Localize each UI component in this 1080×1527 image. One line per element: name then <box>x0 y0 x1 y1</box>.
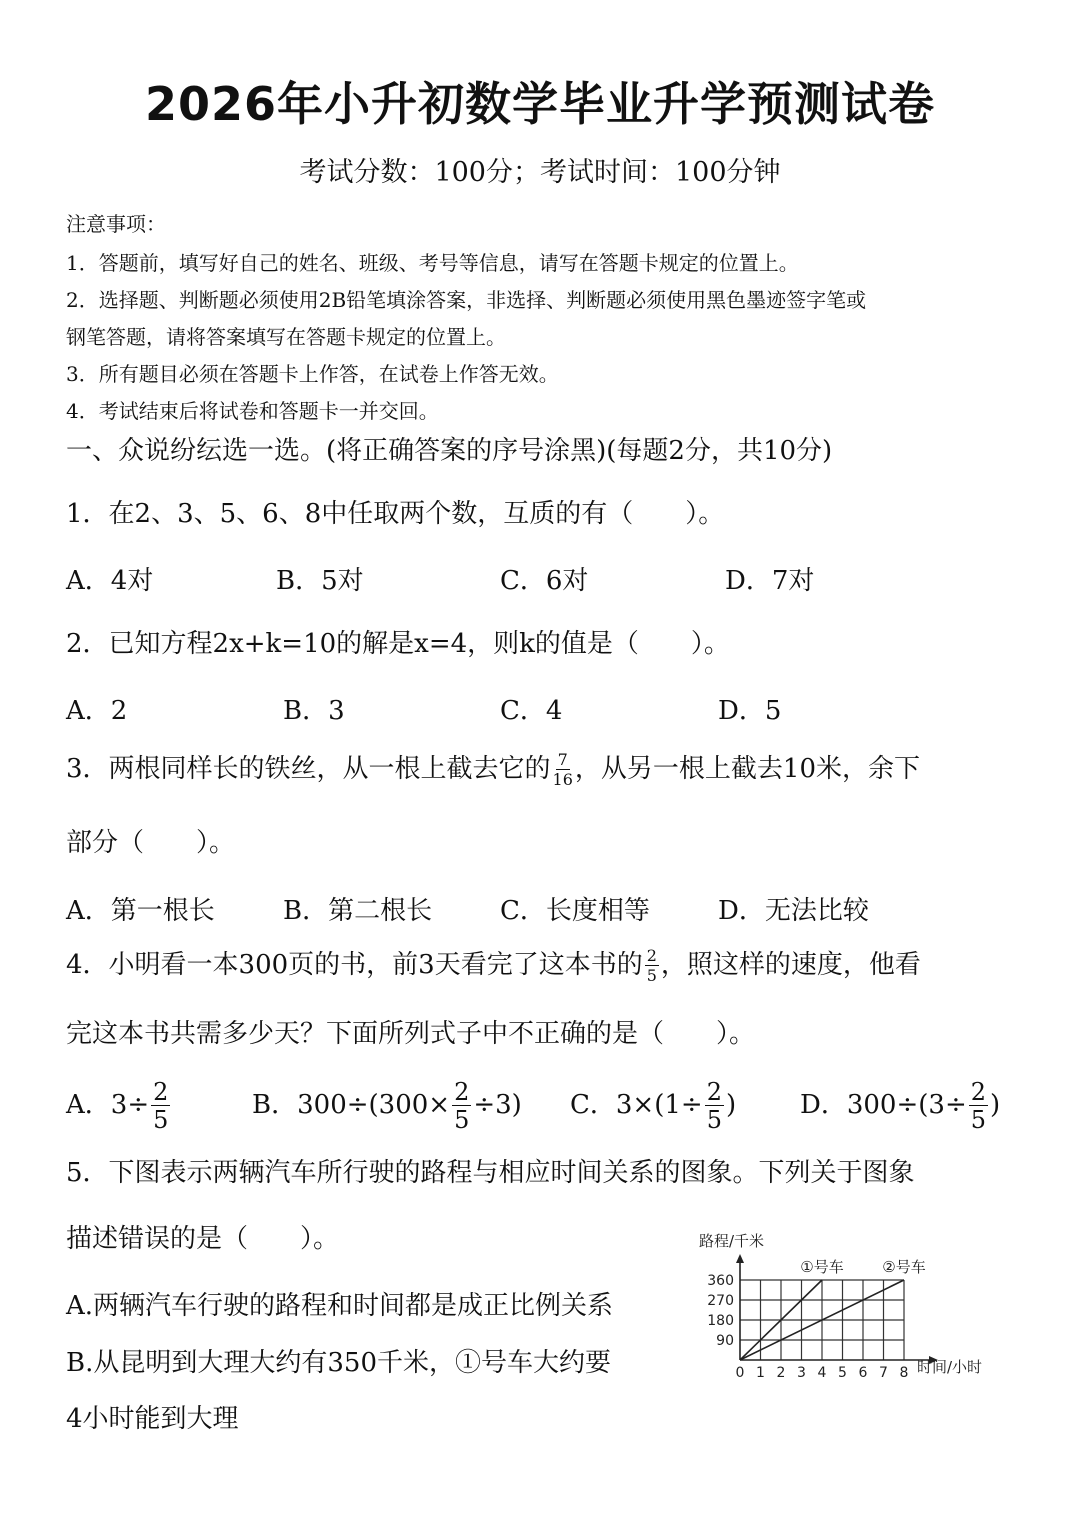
series-label: ①号车 <box>800 1258 844 1276</box>
y-tick-label: 270 <box>707 1293 734 1309</box>
q4-d-num: 2 <box>970 1078 987 1106</box>
y-tick-label: 360 <box>707 1273 734 1289</box>
section-heading: 一、众说纷纭选一选。(将正确答案的序号涂黑)(每题2分，共10分) <box>66 436 833 466</box>
q3-text-before: 3．两根同样长的铁丝，从一根上截去它的 <box>66 754 551 784</box>
q4-d-den: 5 <box>970 1106 987 1134</box>
y-tick-label: 90 <box>716 1333 734 1349</box>
note-3: 3．所有题目必须在答题卡上作答，在试卷上作答无效。 <box>66 362 559 386</box>
q4-option-c <box>570 1080 736 1132</box>
q3-text-after: ，从另一根上截去10米，余下 <box>574 754 920 784</box>
q1-option-a: A．4对 <box>66 566 154 596</box>
q4-c-expr: C．3×(1÷ <box>570 1090 703 1120</box>
q4-d-expr: D．300÷(3÷ <box>800 1090 967 1120</box>
q2-option-b: B．3 <box>283 696 345 726</box>
question-4 <box>66 944 921 984</box>
q4-text-before: 4．小明看一本300页的书，前3天看完了这本书的 <box>66 950 643 980</box>
q4-option-a <box>66 1080 172 1132</box>
q4-c-expr-end: ) <box>725 1090 737 1120</box>
q3-fraction <box>553 752 573 788</box>
q4-fraction <box>645 948 659 984</box>
q3-option-a: A．第一根长 <box>66 896 215 926</box>
question-4-cont: 完这本书共需多少天？下面所列式子中不正确的是（ ）。 <box>66 1019 756 1049</box>
q4-frac-denominator: 5 <box>646 966 657 985</box>
q4-c-fraction <box>705 1080 724 1132</box>
x-tick-label: 3 <box>797 1365 806 1381</box>
q4-a-num: 2 <box>153 1078 169 1106</box>
q4-option-d <box>800 1080 1000 1132</box>
y-axis-arrow <box>736 1254 744 1263</box>
question-5-cont: 描述错误的是（ ）。 <box>66 1224 340 1254</box>
q3-option-d: D．无法比较 <box>718 896 869 926</box>
page-title: 2026年小升初数学毕业升学预测试卷 <box>144 77 936 131</box>
x-tick-label: 8 <box>899 1365 909 1381</box>
question-3-cont: 部分（ ）。 <box>66 828 236 858</box>
q4-frac-numerator: 2 <box>646 946 657 965</box>
q4-b-fraction <box>452 1080 471 1132</box>
q5-option-a: A.两辆汽车行驶的路程和时间都是成正比例关系 <box>66 1291 614 1321</box>
q4-b-den: 5 <box>454 1106 470 1134</box>
x-tick-label: 2 <box>776 1365 786 1381</box>
q5-option-b-cont: 4小时能到大理 <box>66 1404 239 1434</box>
note-2: 2．选择题、判断题必须使用2B铅笔填涂答案，非选择、判断题必须使用黑色墨迹签字笔或 <box>66 288 867 312</box>
q4-option-b <box>252 1080 522 1132</box>
q3-option-c: C．长度相等 <box>500 896 650 926</box>
q4-b-num: 2 <box>454 1078 470 1106</box>
question-2: 2．已知方程2x+k=10的解是x=4，则k的值是（ ）。 <box>66 629 730 659</box>
q4-d-expr-end: ) <box>990 1090 1001 1120</box>
q4-b-expr: B．300÷(300× <box>252 1090 451 1120</box>
distance-time-chart <box>695 1230 1015 1430</box>
y-tick-label: 180 <box>707 1313 734 1329</box>
notes-heading: 注意事项： <box>66 212 166 236</box>
question-5: 5．下图表示两辆汽车所行驶的路程与相应时间关系的图象。下列关于图象 <box>66 1158 915 1188</box>
x-tick-label: 7 <box>879 1365 888 1381</box>
q3-option-b: B．第二根长 <box>283 896 433 926</box>
note-2-cont: 钢笔答题，请将答案填写在答题卡规定的位置上。 <box>66 325 506 349</box>
note-1: 1．答题前，填写好自己的姓名、班级、考号等信息，请写在答题卡规定的位置上。 <box>66 251 799 275</box>
q2-option-d: D．5 <box>718 696 782 726</box>
q2-option-a: A．2 <box>66 696 128 726</box>
q1-option-b: B．5对 <box>276 566 364 596</box>
q1-option-d: D．7对 <box>725 566 815 596</box>
question-3 <box>66 748 920 788</box>
q1-option-c: C．6对 <box>500 566 589 596</box>
q4-c-num: 2 <box>706 1078 722 1106</box>
q4-d-fraction <box>969 1080 988 1132</box>
x-tick-label: 4 <box>817 1365 827 1381</box>
q4-a-expr: A．3÷ <box>66 1090 150 1120</box>
y-axis-label: 路程/千米 <box>699 1232 765 1250</box>
q4-a-fraction <box>151 1080 170 1132</box>
exam-info: 考试分数：100分；考试时间：100分钟 <box>299 157 781 188</box>
x-tick-label: 6 <box>858 1365 868 1381</box>
x-axis-label: 时间/小时 <box>917 1358 983 1376</box>
q4-b-expr-end: ÷3) <box>473 1090 522 1120</box>
q4-c-den: 5 <box>706 1106 722 1134</box>
question-1: 1．在2、3、5、6、8中任取两个数，互质的有（ ）。 <box>66 499 725 529</box>
q2-option-c: C．4 <box>500 696 563 726</box>
q4-a-den: 5 <box>153 1106 169 1134</box>
q5-option-b: B.从昆明到大理大约有350千米，①号车大约要 <box>66 1348 611 1378</box>
q4-text-after: ，照这样的速度，他看 <box>660 950 921 980</box>
series-label: ②号车 <box>882 1258 926 1276</box>
x-tick-label: 5 <box>838 1365 847 1381</box>
q3-frac-numerator: 7 <box>557 750 568 769</box>
x-tick-label: 0 <box>735 1365 745 1381</box>
q3-frac-denominator: 16 <box>552 770 573 789</box>
x-tick-label: 1 <box>756 1365 765 1381</box>
note-4: 4．考试结束后将试卷和答题卡一并交回。 <box>66 399 439 423</box>
